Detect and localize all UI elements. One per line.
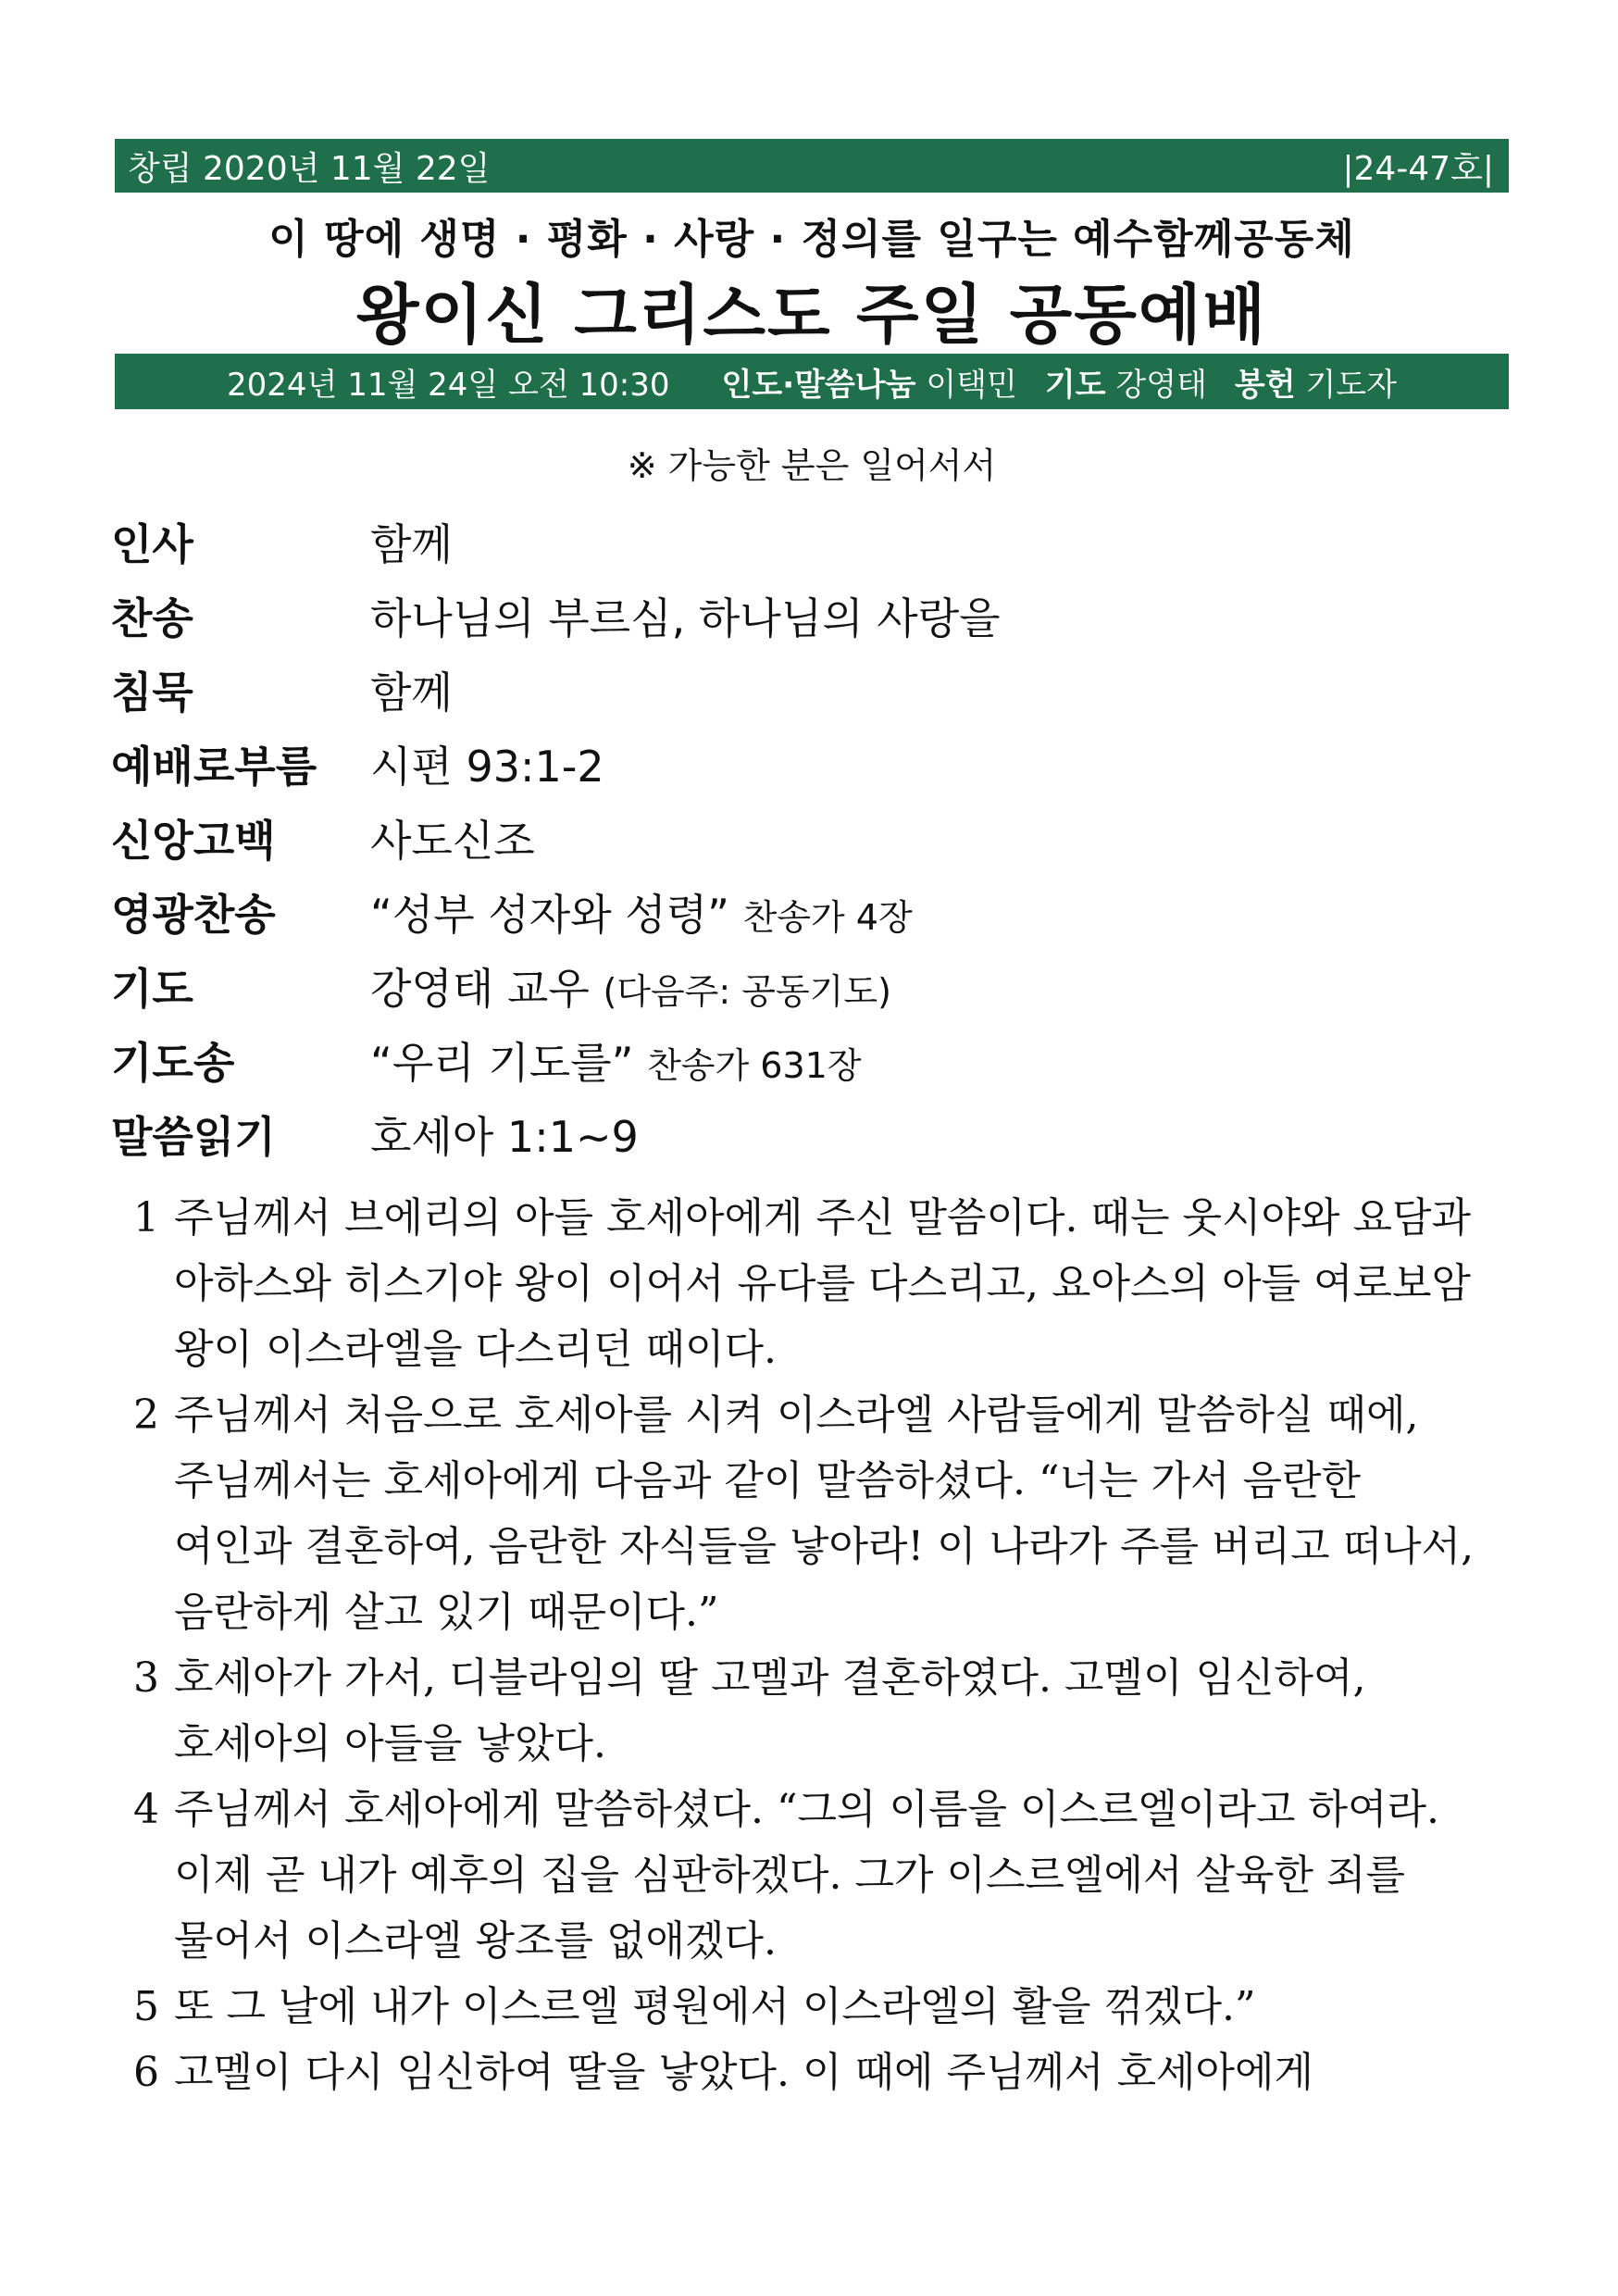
prayer-name: 강영태 xyxy=(1115,366,1207,404)
order-label: 예배로부름 xyxy=(111,742,317,792)
verse-number: 6 xyxy=(133,2049,159,2096)
service-datetime: 2024년 11월 24일 오전 10:30 xyxy=(227,366,670,404)
verse-number: 1 xyxy=(133,1194,159,1242)
hymn-number: 찬송가 4장 xyxy=(742,897,913,938)
order-value: 하나님의 부르심, 하나님의 사랑을 xyxy=(370,593,1001,643)
offering-label: 봉헌 xyxy=(1234,366,1296,404)
header-bar xyxy=(115,139,1509,193)
order-row xyxy=(111,1104,1537,1178)
order-label: 기도 xyxy=(111,964,193,1014)
verse-line: 또 그 날에 내가 이스르엘 평원에서 이스라엘의 활을 꺾겠다.” xyxy=(174,1983,1256,2030)
hymn-number: 찬송가 631장 xyxy=(647,1045,862,1086)
verse xyxy=(133,1777,1522,1974)
verse xyxy=(133,1974,1522,2040)
order-row xyxy=(111,955,1537,1029)
next-week-note: (다음주: 공동기도) xyxy=(603,971,891,1012)
order-value: 함께 xyxy=(370,519,453,569)
order-label: 침묵 xyxy=(111,668,193,718)
verse-line: 이제 곧 내가 예후의 집을 심판하겠다. 그가 이스르엘에서 살육한 죄를 xyxy=(174,1852,1405,1899)
order-label: 기도송 xyxy=(111,1038,235,1088)
order-row xyxy=(111,1029,1537,1104)
founded-date: 창립 2020년 11월 22일 xyxy=(128,149,491,188)
verse-line: 주님께서는 호세아에게 다음과 같이 말씀하셨다. “너는 가서 음란한 xyxy=(174,1457,1361,1504)
order-row xyxy=(111,585,1537,659)
order-value: 사도신조 xyxy=(370,816,535,866)
verse-line: 주님께서 호세아에게 말씀하셨다. “그의 이름을 이스르엘이라고 하여라. xyxy=(174,1786,1439,1833)
order-label: 말씀읽기 xyxy=(111,1112,276,1162)
order-row xyxy=(111,733,1537,807)
leader-name: 이택민 xyxy=(926,366,1017,404)
order-value: 강영태 교우 (다음주: 공동기도) xyxy=(370,964,891,1014)
verse xyxy=(133,1645,1522,1777)
verse-line: 주님께서 처음으로 호세아를 시켜 이스라엘 사람들에게 말씀하실 때에, xyxy=(174,1391,1419,1439)
order-value: 시편 93:1-2 xyxy=(370,742,604,792)
community-tagline: 이 땅에 생명 · 평화 · 사랑 · 정의를 일구는 예수함께공동체 xyxy=(268,216,1355,263)
verse-line: 음란하게 살고 있기 때문이다.” xyxy=(174,1589,719,1636)
order-of-service xyxy=(111,511,1537,1178)
standing-note: ※ 가능한 분은 일어서서 xyxy=(627,445,997,486)
verse-line: 아하스와 히스기야 왕이 이어서 유다를 다스리고, 요아스의 아들 여로보암 xyxy=(174,1260,1471,1307)
verse-line: 물어서 이스라엘 왕조를 없애겠다. xyxy=(174,1917,777,1965)
verse-line: 주님께서 브에리의 아들 호세아에게 주신 말씀이다. 때는 웃시야와 요담과 xyxy=(174,1194,1471,1242)
order-value: 함께 xyxy=(370,668,453,718)
verse-line: 여인과 결혼하여, 음란한 자식들을 낳아라! 이 나라가 주를 버리고 떠나서, xyxy=(174,1523,1475,1570)
verse-line: 호세아의 아들을 낳았다. xyxy=(174,1720,606,1767)
order-label: 인사 xyxy=(111,519,193,569)
order-label: 찬송 xyxy=(111,593,193,643)
prayer-label: 기도 xyxy=(1044,366,1106,404)
order-row xyxy=(111,881,1537,955)
verse-number: 5 xyxy=(133,1983,159,2030)
issue-number: |24-47호| xyxy=(1342,149,1494,188)
verse-line: 고멜이 다시 임신하여 딸을 낳았다. 이 때에 주님께서 호세아에게 xyxy=(174,2049,1313,2096)
scripture-reading xyxy=(133,1185,1522,2105)
verse xyxy=(133,1382,1522,1645)
offering-name: 기도자 xyxy=(1305,366,1397,404)
verse xyxy=(133,2040,1522,2105)
verse xyxy=(133,1185,1522,1382)
verse-number: 2 xyxy=(133,1391,159,1439)
order-label: 신앙고백 xyxy=(111,816,276,866)
service-info-bar xyxy=(115,354,1509,409)
leader-label: 인도·말씀나눔 xyxy=(721,366,916,404)
order-value: “성부 성자와 성령” 찬송가 4장 xyxy=(370,890,913,940)
verse-line: 호세아가 가서, 디블라임의 딸 고멜과 결혼하였다. 고멜이 임신하여, xyxy=(174,1654,1366,1702)
verse-line: 왕이 이스라엘을 다스리던 때이다. xyxy=(174,1326,777,1373)
order-row xyxy=(111,807,1537,881)
order-row xyxy=(111,659,1537,733)
order-label: 영광찬송 xyxy=(111,890,276,940)
order-value: 호세아 1:1~9 xyxy=(370,1112,639,1162)
verse-number: 3 xyxy=(133,1654,159,1702)
verse-number: 4 xyxy=(133,1786,159,1833)
service-title: 왕이신 그리스도 주일 공동예배 xyxy=(355,277,1268,353)
order-row xyxy=(111,511,1537,585)
order-value: “우리 기도를” 찬송가 631장 xyxy=(370,1038,862,1088)
